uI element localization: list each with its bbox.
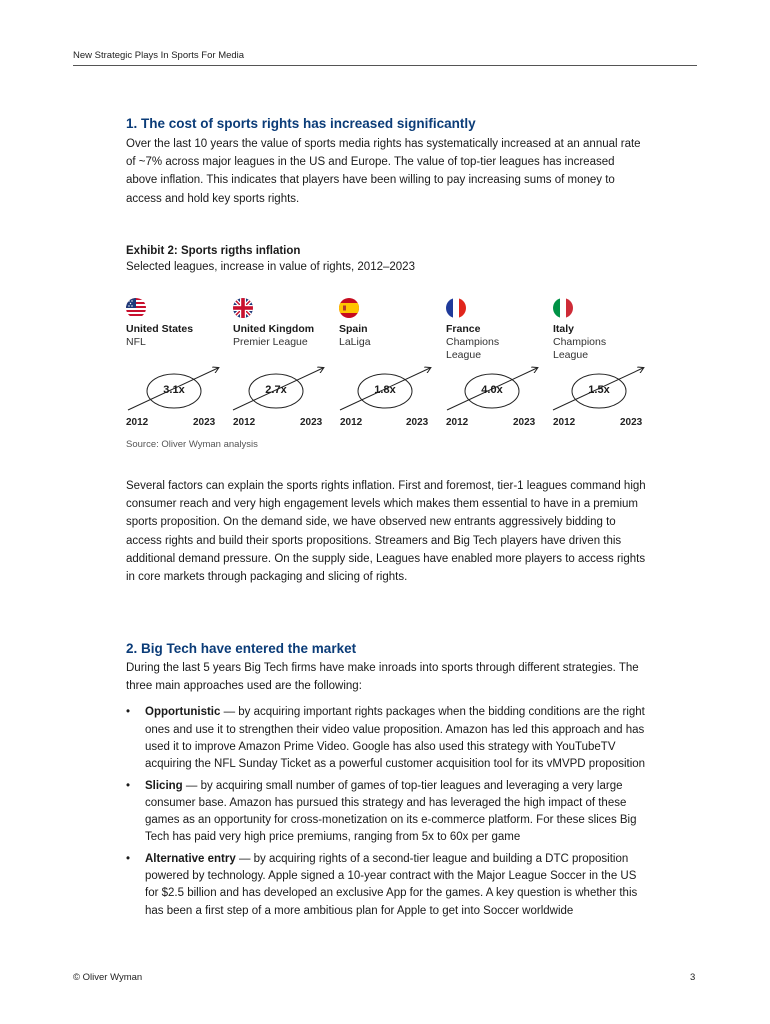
year-end: 2023 (300, 417, 323, 428)
list-item (126, 778, 646, 847)
multiplier-value: 3.1x (163, 384, 185, 396)
year-end: 2023 (193, 417, 216, 428)
exhibit-source: Source: Oliver Wyman analysis (126, 439, 258, 450)
approach-list (126, 704, 646, 919)
bullet-term: Opportunistic (145, 706, 221, 719)
league-name: Champions League (446, 336, 500, 361)
section-2-heading: 2. Big Tech have entered the market (126, 641, 357, 656)
section-1-body: Over the last 10 years the value of sports media rights has systematically increased at an annual rate of ~7% across major leagues in the US and Europe. The value of top-tier leagues has increased above inflation. This indicates that players have been willing to pay increasing sums of money to access and hold key sports rights. (126, 138, 641, 205)
league-country: Italy (553, 323, 575, 335)
league-country: United States (126, 323, 194, 335)
footer-copyright: © Oliver Wyman (73, 972, 143, 983)
league-country: Spain (339, 323, 368, 335)
bullet-text: — by acquiring small number of games of top-tier leagues and leveraging a very large consumer base. Amazon has pursued this strategy and has leveraged the high impact of these games as an opportunity for cross-monetization on its e-commerce platform. For these slices Big Tech has paid very high price premiums, ranging from 5x to 60x per game (145, 779, 637, 844)
running-header: New Strategic Plays In Sports For Media (73, 50, 245, 61)
league-country: France (446, 323, 481, 335)
list-item (126, 851, 646, 920)
exhibit-title: Exhibit 2: Sports rigths inflation (126, 245, 301, 257)
year-end: 2023 (620, 417, 643, 428)
section-2-body: During the last 5 years Big Tech firms have make inroads into sports through different strategies. The three main approaches used are the following: (126, 662, 639, 693)
league-country: United Kingdom (233, 323, 315, 335)
factors-section (126, 477, 646, 586)
multiplier-value: 2.7x (265, 384, 287, 396)
year-start: 2012 (553, 417, 576, 428)
factors-body: Several factors can explain the sports rights inflation. First and foremost, tier-1 leagues command high consumer reach and very high engagement levels which makes them essential to have in a premium sports proposition. On the demand side, we have observed new entrants aggressively bidding to access rights and build their sports propositions. Streamers and Big Tech players have driven this additional demand pressure. On the supply side, Leagues have enabled more players to access rights in core markets through packaging and slicing of rights. (126, 480, 646, 584)
bullet-text: — by acquiring important rights packages when the bidding conditions are the right ones and use it to strengthen their video value proposition. Amazon has led this approach and has used it to improve Amazon Prime Video. Google has also used this strategy with YouTubeTV acquiring the NFL Sunday Ticket as a powerful customer acquisition tool for its vMVPD proposition (145, 706, 646, 771)
bullet-text: — by acquiring rights of a second-tier league and building a DTC proposition powered by technology. Apple signed a 10-year contract with the Major League Soccer in the US for $2.5 billion and has developed an exclusive App for the games. A key question is whether this has been a first step of a more ambitious plan for Apple to get into Soccer worldwide (145, 853, 638, 917)
year-start: 2012 (340, 417, 363, 428)
year-start: 2012 (233, 417, 256, 428)
year-end: 2023 (406, 417, 429, 428)
section-1-heading: 1. The cost of sports rights has increased significantly (126, 116, 476, 131)
league-name: LaLiga (339, 336, 371, 348)
bullet-term: Slicing (145, 779, 183, 792)
league-name: Premier League (233, 336, 308, 348)
multiplier-value: 4.0x (481, 384, 503, 396)
year-start: 2012 (126, 417, 149, 428)
list-item (126, 704, 646, 773)
league-name: NFL (126, 336, 146, 348)
multiplier-value: 1.5x (588, 384, 610, 396)
year-end: 2023 (513, 417, 536, 428)
page-number: 3 (690, 972, 696, 983)
year-start: 2012 (446, 417, 469, 428)
exhibit-subtitle: Selected leagues, increase in value of rights, 2012–2023 (126, 261, 415, 273)
league-name: Champions League (553, 336, 607, 361)
multiplier-value: 1.8x (374, 384, 396, 396)
section-2 (126, 640, 646, 924)
bullet-term: Alternative entry (145, 853, 236, 866)
